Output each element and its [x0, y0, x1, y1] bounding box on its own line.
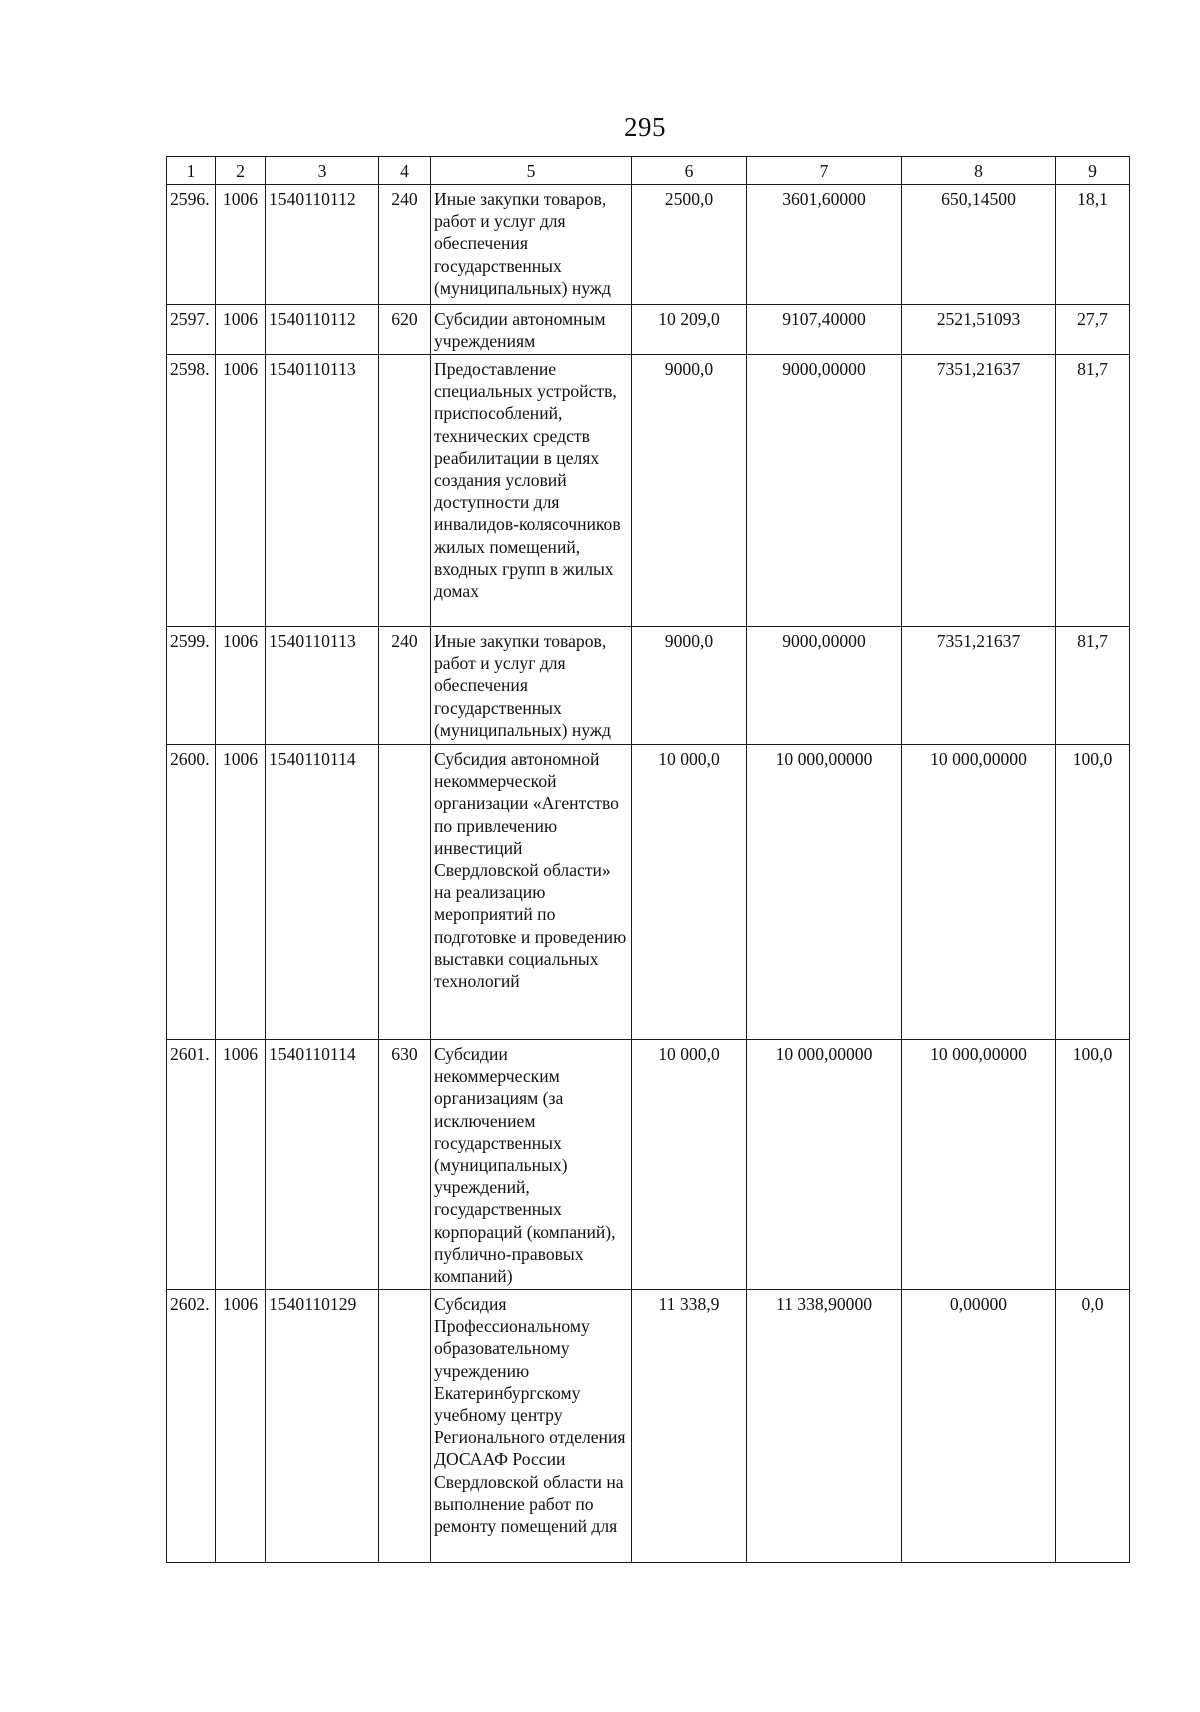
column-header-4: 4	[379, 157, 431, 185]
value-col-8: 10 000,00000	[902, 745, 1056, 1040]
row-number: 2598.	[167, 355, 216, 627]
item-name: Иные закупки товаров, работ и услуг для обеспечения государственных (муниципальных) нужд	[431, 185, 632, 305]
budget-table	[166, 156, 1130, 1563]
page-number: 295	[624, 112, 666, 142]
table-row	[167, 745, 1130, 1040]
value-col-8: 2521,51093	[902, 305, 1056, 355]
row-number: 2600.	[167, 745, 216, 1040]
section-code: 1006	[216, 1040, 266, 1290]
value-col-8: 7351,21637	[902, 627, 1056, 745]
header-row	[167, 157, 1130, 185]
section-code: 1006	[216, 627, 266, 745]
target-code: 1540110113	[266, 355, 379, 627]
row-number: 2596.	[167, 185, 216, 305]
value-col-7: 10 000,00000	[747, 745, 902, 1040]
value-col-7: 9000,00000	[747, 627, 902, 745]
section-code: 1006	[216, 745, 266, 1040]
value-col-7: 9107,40000	[747, 305, 902, 355]
table-row	[167, 355, 1130, 627]
value-col-9: 27,7	[1056, 305, 1130, 355]
value-col-7: 10 000,00000	[747, 1040, 902, 1290]
value-col-8: 650,14500	[902, 185, 1056, 305]
value-col-7: 3601,60000	[747, 185, 902, 305]
column-header-7: 7	[747, 157, 902, 185]
value-col-9: 0,0	[1056, 1290, 1130, 1563]
column-header-9: 9	[1056, 157, 1130, 185]
expense-type	[379, 745, 431, 1040]
target-code: 1540110112	[266, 185, 379, 305]
item-name: Субсидия Профессиональному образовательному учреждению Екатеринбургскому учебному центру Регионального отделения ДОСААФ России Свердловской области на выполнение работ по ремонту помещений для	[431, 1290, 632, 1563]
section-code: 1006	[216, 185, 266, 305]
target-code: 1540110113	[266, 627, 379, 745]
expense-type: 240	[379, 185, 431, 305]
table-row	[167, 1290, 1130, 1563]
item-name: Субсидия автономной некоммерческой организации «Агентство по привлечению инвестиций Свердловской области» на реализацию мероприятий по подготовке и проведению выставки социальных технологий	[431, 745, 632, 1040]
value-col-6: 10 000,0	[632, 1040, 747, 1290]
section-code: 1006	[216, 305, 266, 355]
row-number: 2602.	[167, 1290, 216, 1563]
item-name: Иные закупки товаров, работ и услуг для обеспечения государственных (муниципальных) нужд	[431, 627, 632, 745]
table-row	[167, 1040, 1130, 1290]
value-col-6: 11 338,9	[632, 1290, 747, 1563]
expense-type: 630	[379, 1040, 431, 1290]
row-number: 2601.	[167, 1040, 216, 1290]
value-col-9: 81,7	[1056, 627, 1130, 745]
table-row	[167, 305, 1130, 355]
value-col-8: 0,00000	[902, 1290, 1056, 1563]
value-col-7: 11 338,90000	[747, 1290, 902, 1563]
target-code: 1540110114	[266, 745, 379, 1040]
table-row	[167, 185, 1130, 305]
column-header-3: 3	[266, 157, 379, 185]
value-col-6: 10 000,0	[632, 745, 747, 1040]
row-number: 2597.	[167, 305, 216, 355]
section-code: 1006	[216, 1290, 266, 1563]
expense-type: 240	[379, 627, 431, 745]
item-name: Субсидии некоммерческим организациям (за исключением государственных (муниципальных) учреждений, государственных корпораций (компаний), публично-правовых компаний)	[431, 1040, 632, 1290]
table-body	[167, 185, 1130, 1563]
section-code: 1006	[216, 355, 266, 627]
item-name: Субсидии автономным учреждениям	[431, 305, 632, 355]
expense-type: 620	[379, 305, 431, 355]
target-code: 1540110129	[266, 1290, 379, 1563]
column-header-2: 2	[216, 157, 266, 185]
value-col-9: 100,0	[1056, 1040, 1130, 1290]
column-header-1: 1	[167, 157, 216, 185]
value-col-9: 81,7	[1056, 355, 1130, 627]
value-col-9: 100,0	[1056, 745, 1130, 1040]
value-col-6: 9000,0	[632, 355, 747, 627]
value-col-8: 10 000,00000	[902, 1040, 1056, 1290]
value-col-6: 2500,0	[632, 185, 747, 305]
expense-type	[379, 1290, 431, 1563]
row-number: 2599.	[167, 627, 216, 745]
expense-type	[379, 355, 431, 627]
value-col-7: 9000,00000	[747, 355, 902, 627]
table-row	[167, 627, 1130, 745]
value-col-9: 18,1	[1056, 185, 1130, 305]
column-header-5: 5	[431, 157, 632, 185]
value-col-6: 10 209,0	[632, 305, 747, 355]
column-header-6: 6	[632, 157, 747, 185]
target-code: 1540110114	[266, 1040, 379, 1290]
item-name: Предоставление специальных устройств, приспособлений, технических средств реабилитации в целях создания условий доступности для инвалидов-колясочников жилых помещений, входных групп в жилых домах	[431, 355, 632, 627]
table-header	[167, 157, 1130, 185]
target-code: 1540110112	[266, 305, 379, 355]
column-header-8: 8	[902, 157, 1056, 185]
value-col-6: 9000,0	[632, 627, 747, 745]
value-col-8: 7351,21637	[902, 355, 1056, 627]
